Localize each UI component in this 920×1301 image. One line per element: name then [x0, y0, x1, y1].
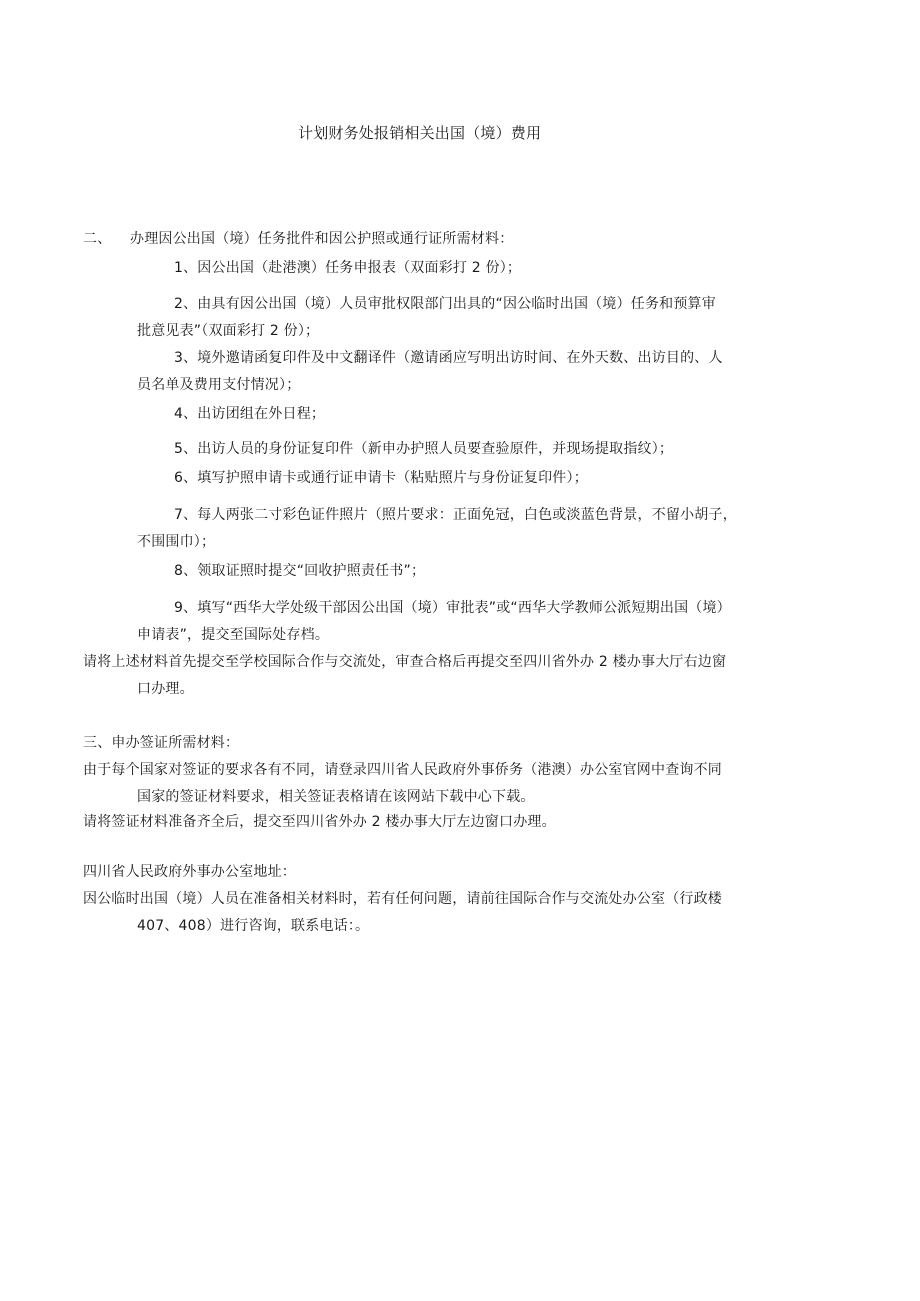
submit-note-line-2: 口办理。	[137, 681, 194, 697]
section-3-heading: 三、申办签证所需材料：	[83, 735, 240, 751]
item-8-line-1: 8、领取证照时提交“回收护照责任书”；	[174, 563, 426, 579]
item-7-line-2: 不围围巾）；	[137, 534, 216, 550]
submit-note-line-1: 请将上述材料首先提交至学校国际合作与交流处，审查合格后再提交至四川省外办 2 楼办事大厅右边窗	[83, 654, 727, 670]
item-7-line-1: 7、每人两张二寸彩色证件照片（照片要求：正面免冠，白色或淡蓝色背景，不留小胡子，	[174, 507, 737, 523]
address-para-line-2: 407、408）进行咨询，联系电话：。	[137, 918, 370, 934]
visa-para-2: 请将签证材料准备齐全后，提交至四川省外办 2 楼办事大厅左边窗口办理。	[83, 814, 556, 830]
visa-para-1-line-1: 由于每个国家对签证的要求各有不同，请登录四川省人民政府外事侨务（港澳）办公室官网中查询不同	[83, 762, 722, 778]
item-9-line-1: 9、填写“西华大学处级干部因公出国（境）审批表”或“西华大学教师公派短期出国（境）	[174, 600, 731, 616]
address-para-line-1: 因公临时出国（境）人员在准备相关材料时，若有任何问题，请前往国际合作与交流处办公室（行政楼	[83, 891, 722, 907]
item-6-line-1: 6、填写护照申请卡或通行证申请卡（粘贴照片与身份证复印件）；	[174, 470, 588, 486]
address-heading: 四川省人民政府外事办公室地址：	[83, 864, 296, 880]
section-2-marker: 二、	[83, 231, 112, 247]
item-2-line-2: 批意见表”（双面彩打 2 份）；	[137, 323, 320, 339]
section-2-heading: 办理因公出国（境）任务批件和因公护照或通行证所需材料：	[130, 231, 514, 247]
item-5-line-1: 5、出访人员的身份证复印件（新申办护照人员要查验原件，并现场提取指纹）；	[174, 441, 674, 457]
item-3-line-2: 员名单及费用支付情况）；	[137, 377, 301, 393]
document-title: 计划财务处报销相关出国（境）费用	[298, 124, 542, 142]
visa-para-1-line-2: 国家的签证材料要求，相关签证表格请在该网站下载中心下载。	[137, 789, 535, 805]
item-9-line-2: 申请表”，提交至国际处存档。	[137, 627, 330, 643]
item-1-line-1: 1、因公出国（赴港澳）任务申报表（双面彩打 2 份）；	[174, 260, 522, 276]
item-4-line-1: 4、出访团组在外日程；	[174, 406, 326, 422]
item-3-line-1: 3、境外邀请函复印件及中文翻译件（邀请函应写明出访时间、在外天数、出访目的、人	[174, 350, 723, 366]
item-2-line-1: 2、由具有因公出国（境）人员审批权限部门出具的“因公临时出国（境）任务和预算审	[174, 296, 716, 312]
